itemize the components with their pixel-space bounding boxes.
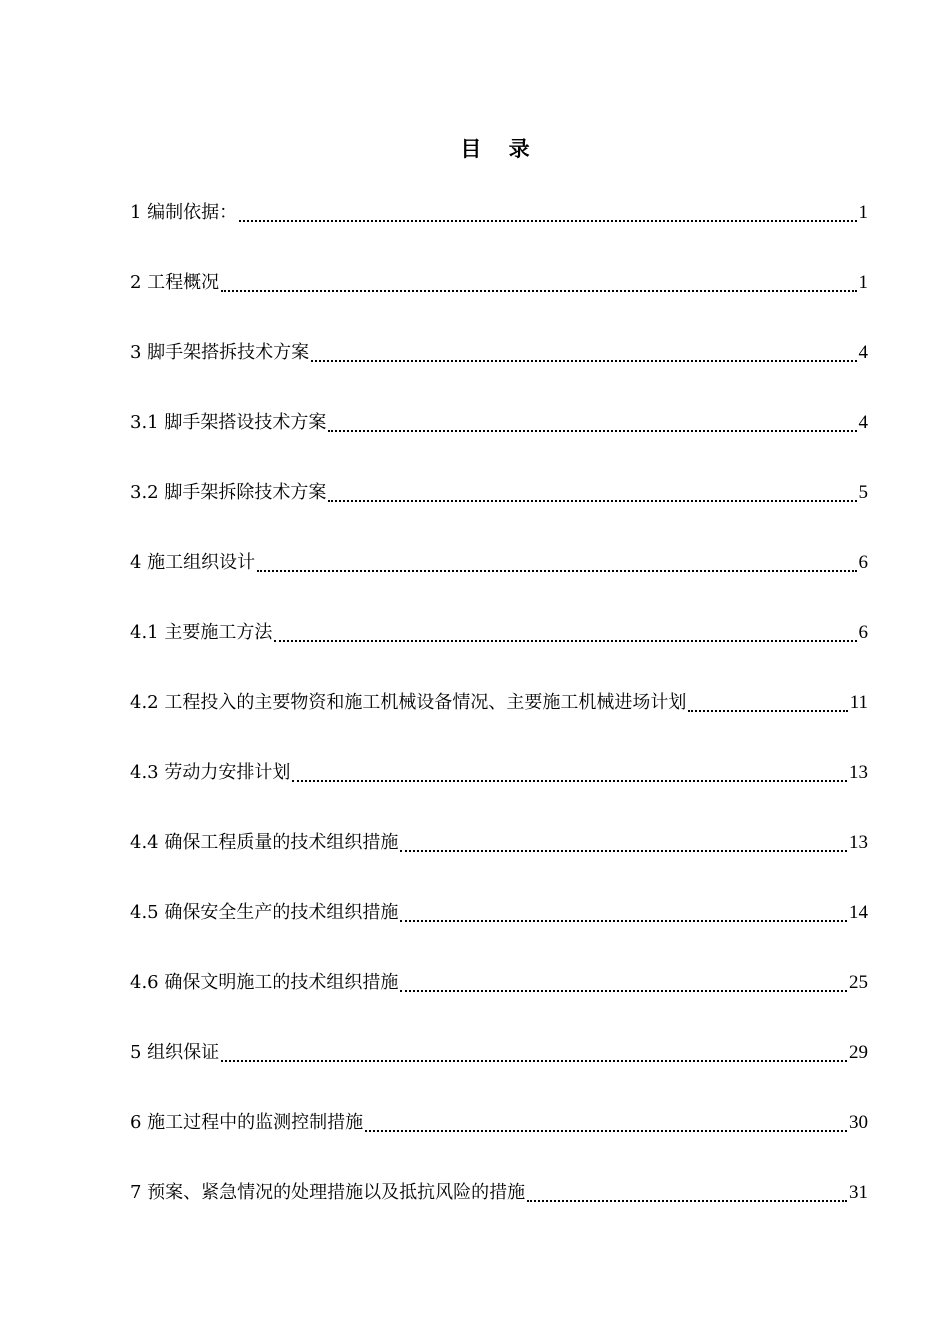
toc-entry-label: 1 编制依据： bbox=[130, 202, 238, 223]
toc-entry-page: 11 bbox=[849, 692, 868, 713]
toc-entry[interactable] bbox=[130, 1178, 868, 1208]
toc-dot-leader bbox=[400, 820, 847, 852]
toc-entry-page: 5 bbox=[858, 482, 868, 503]
toc-dot-leader bbox=[328, 470, 856, 502]
toc-entry-page: 13 bbox=[849, 832, 868, 853]
toc-dot-leader bbox=[311, 330, 856, 362]
toc-entry[interactable] bbox=[130, 1038, 868, 1068]
toc-dot-leader bbox=[688, 680, 847, 712]
toc-entry[interactable] bbox=[130, 688, 868, 718]
toc-entry[interactable] bbox=[130, 1108, 868, 1138]
toc-entry-page: 14 bbox=[849, 902, 868, 923]
toc-entry-label: 3.1 脚手架搭设技术方案 bbox=[130, 412, 327, 433]
toc-entry[interactable] bbox=[130, 478, 868, 508]
toc-entry-page: 6 bbox=[858, 622, 868, 643]
toc-dot-leader bbox=[221, 1030, 847, 1062]
toc-entry-page: 13 bbox=[849, 762, 868, 783]
toc-entry-label: 5 组织保证 bbox=[130, 1042, 220, 1063]
toc-entry-label: 3 脚手架搭拆技术方案 bbox=[130, 342, 310, 363]
toc-entry-label: 4.1 主要施工方法 bbox=[130, 622, 273, 643]
toc-entry-page: 6 bbox=[858, 552, 868, 573]
toc-entry-page: 4 bbox=[858, 342, 868, 363]
toc-dot-leader bbox=[239, 190, 856, 222]
toc-entry-label: 4.6 确保文明施工的技术组织措施 bbox=[130, 972, 399, 993]
toc-entry-page: 4 bbox=[858, 412, 868, 433]
toc-dot-leader bbox=[400, 960, 847, 992]
toc-entry-page: 30 bbox=[849, 1112, 868, 1133]
toc-entry-label: 4.2 工程投入的主要物资和施工机械设备情况、主要施工机械进场计划 bbox=[130, 692, 687, 713]
toc-entry-label: 3.2 脚手架拆除技术方案 bbox=[130, 482, 327, 503]
toc-entry-label: 4 施工组织设计 bbox=[130, 552, 256, 573]
toc-entry-label: 4.4 确保工程质量的技术组织措施 bbox=[130, 832, 399, 853]
toc-entry-label: 2 工程概况 bbox=[130, 272, 220, 293]
toc-entry[interactable] bbox=[130, 618, 868, 648]
toc-dot-leader bbox=[274, 610, 856, 642]
toc-dot-leader bbox=[527, 1170, 847, 1202]
toc-entry[interactable] bbox=[130, 198, 868, 228]
toc-entry[interactable] bbox=[130, 268, 868, 298]
toc-entry-page: 1 bbox=[858, 202, 868, 223]
toc-entry[interactable] bbox=[130, 548, 868, 578]
toc-dot-leader bbox=[292, 750, 847, 782]
toc-entry-page: 1 bbox=[858, 272, 868, 293]
toc-title: 目 录 bbox=[460, 136, 540, 161]
toc-dot-leader bbox=[328, 400, 856, 432]
toc-dot-leader bbox=[400, 890, 847, 922]
toc-dot-leader bbox=[221, 260, 856, 292]
toc-entry-page: 29 bbox=[849, 1042, 868, 1063]
toc-entry-page: 31 bbox=[849, 1182, 868, 1203]
toc-entry-label: 6 施工过程中的监测控制措施 bbox=[130, 1112, 364, 1133]
toc-entry[interactable] bbox=[130, 968, 868, 998]
toc-entry-page: 25 bbox=[849, 972, 868, 993]
toc-entry[interactable] bbox=[130, 828, 868, 858]
toc-entry[interactable] bbox=[130, 408, 868, 438]
toc-entry-label: 7 预案、紧急情况的处理措施以及抵抗风险的措施 bbox=[130, 1182, 526, 1203]
toc-entry[interactable] bbox=[130, 338, 868, 368]
toc-dot-leader bbox=[257, 540, 856, 572]
toc-entry-label: 4.3 劳动力安排计划 bbox=[130, 762, 291, 783]
toc-entry[interactable] bbox=[130, 758, 868, 788]
toc-entry[interactable] bbox=[130, 898, 868, 928]
toc-dot-leader bbox=[365, 1100, 847, 1132]
toc-entry-label: 4.5 确保安全生产的技术组织措施 bbox=[130, 902, 399, 923]
